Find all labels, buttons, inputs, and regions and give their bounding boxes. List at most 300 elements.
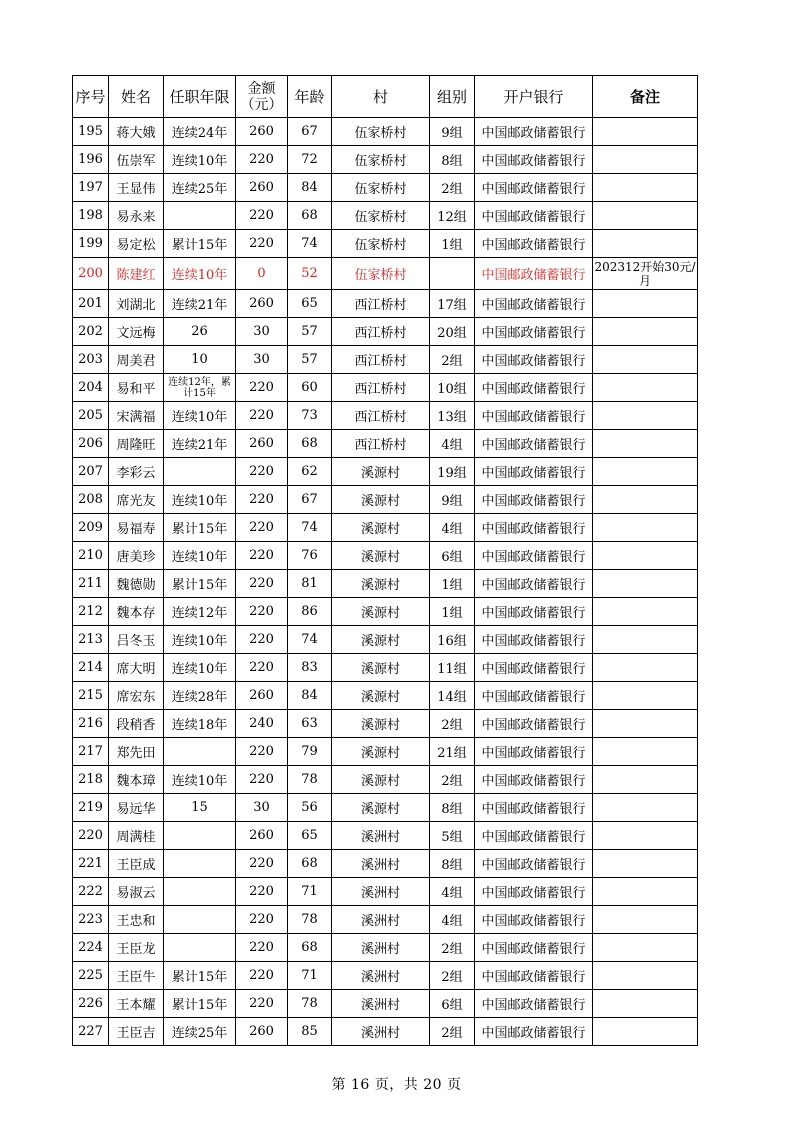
cell-village: 溪洲村 [332, 962, 430, 990]
cell-village: 伍家桥村 [332, 118, 430, 146]
cell-tenure: 连续10年 [164, 542, 236, 570]
cell-age: 67 [288, 486, 332, 514]
cell-note [593, 458, 698, 486]
cell-name: 王臣吉 [109, 1018, 164, 1046]
cell-age: 68 [288, 430, 332, 458]
cell-note [593, 934, 698, 962]
cell-group: 12组 [430, 202, 475, 230]
cell-group: 2组 [430, 1018, 475, 1046]
cell-bank: 中国邮政储蓄银行 [475, 850, 593, 878]
table-row [73, 174, 698, 202]
cell-age: 84 [288, 682, 332, 710]
cell-age: 68 [288, 850, 332, 878]
cell-group: 2组 [430, 934, 475, 962]
table-row [73, 1018, 698, 1046]
cell-amount: 220 [236, 570, 288, 598]
cell-amount: 30 [236, 794, 288, 822]
cell-bank: 中国邮政储蓄银行 [475, 542, 593, 570]
cell-tenure: 连续24年 [164, 118, 236, 146]
cell-seq: 220 [73, 822, 109, 850]
cell-tenure: 累计15年 [164, 230, 236, 258]
cell-seq: 223 [73, 906, 109, 934]
cell-village: 西江桥村 [332, 374, 430, 402]
cell-seq: 203 [73, 346, 109, 374]
cell-note [593, 402, 698, 430]
cell-group: 17组 [430, 290, 475, 318]
cell-note [593, 174, 698, 202]
table-row [73, 118, 698, 146]
cell-amount: 220 [236, 626, 288, 654]
cell-note [593, 766, 698, 794]
cell-age: 84 [288, 174, 332, 202]
header-tenure: 任职年限 [164, 76, 236, 118]
cell-amount: 260 [236, 290, 288, 318]
table-row [73, 402, 698, 430]
cell-seq: 196 [73, 146, 109, 174]
cell-note [593, 598, 698, 626]
cell-note [593, 710, 698, 738]
table-row [73, 626, 698, 654]
table-row [73, 682, 698, 710]
cell-name: 蒋大娥 [109, 118, 164, 146]
cell-bank: 中国邮政储蓄银行 [475, 486, 593, 514]
cell-note [593, 738, 698, 766]
cell-tenure: 连续10年 [164, 146, 236, 174]
cell-bank: 中国邮政储蓄银行 [475, 202, 593, 230]
cell-tenure: 连续18年 [164, 710, 236, 738]
header-amount [236, 76, 288, 118]
cell-bank: 中国邮政储蓄银行 [475, 682, 593, 710]
cell-seq: 201 [73, 290, 109, 318]
cell-amount: 220 [236, 850, 288, 878]
cell-bank: 中国邮政储蓄银行 [475, 654, 593, 682]
cell-tenure: 连续10年 [164, 402, 236, 430]
cell-note [593, 626, 698, 654]
cell-age: 68 [288, 202, 332, 230]
cell-village: 溪洲村 [332, 990, 430, 1018]
cell-group: 11组 [430, 654, 475, 682]
cell-note [593, 514, 698, 542]
cell-age: 65 [288, 290, 332, 318]
cell-amount: 220 [236, 906, 288, 934]
cell-seq: 198 [73, 202, 109, 230]
cell-age: 78 [288, 990, 332, 1018]
cell-amount: 220 [236, 202, 288, 230]
cell-seq: 204 [73, 374, 109, 402]
table-row [73, 990, 698, 1018]
cell-seq: 215 [73, 682, 109, 710]
cell-bank: 中国邮政储蓄银行 [475, 258, 593, 290]
cell-bank: 中国邮政储蓄银行 [475, 430, 593, 458]
cell-age: 78 [288, 766, 332, 794]
cell-note [593, 346, 698, 374]
cell-amount: 220 [236, 374, 288, 402]
cell-group: 6组 [430, 542, 475, 570]
cell-age: 72 [288, 146, 332, 174]
cell-group: 10组 [430, 374, 475, 402]
cell-tenure: 累计15年 [164, 990, 236, 1018]
cell-note [593, 118, 698, 146]
table-row [73, 934, 698, 962]
cell-group: 4组 [430, 878, 475, 906]
cell-village: 伍家桥村 [332, 258, 430, 290]
cell-village: 伍家桥村 [332, 174, 430, 202]
cell-seq: 213 [73, 626, 109, 654]
cell-seq: 227 [73, 1018, 109, 1046]
table-row [73, 430, 698, 458]
cell-village: 溪洲村 [332, 934, 430, 962]
cell-tenure: 连续10年 [164, 258, 236, 290]
cell-village: 伍家桥村 [332, 146, 430, 174]
cell-note [593, 318, 698, 346]
cell-village: 溪源村 [332, 486, 430, 514]
table-row [73, 258, 698, 290]
header-note: 备注 [593, 76, 698, 118]
cell-seq: 199 [73, 230, 109, 258]
cell-group: 19组 [430, 458, 475, 486]
table-row [73, 962, 698, 990]
header-village: 村 [332, 76, 430, 118]
cell-seq: 226 [73, 990, 109, 1018]
cell-bank: 中国邮政储蓄银行 [475, 878, 593, 906]
cell-village: 溪源村 [332, 710, 430, 738]
cell-seq: 218 [73, 766, 109, 794]
cell-name: 刘湖北 [109, 290, 164, 318]
cell-seq: 205 [73, 402, 109, 430]
cell-tenure: 连续10年 [164, 486, 236, 514]
cell-group: 2组 [430, 962, 475, 990]
cell-name: 王臣牛 [109, 962, 164, 990]
cell-age: 76 [288, 542, 332, 570]
table-row [73, 290, 698, 318]
cell-group: 4组 [430, 514, 475, 542]
cell-amount: 220 [236, 738, 288, 766]
cell-tenure: 连续28年 [164, 682, 236, 710]
cell-bank: 中国邮政储蓄银行 [475, 346, 593, 374]
cell-bank: 中国邮政储蓄银行 [475, 402, 593, 430]
cell-name: 易远华 [109, 794, 164, 822]
cell-group: 9组 [430, 486, 475, 514]
cell-village: 西江桥村 [332, 290, 430, 318]
cell-tenure: 连续21年 [164, 430, 236, 458]
cell-amount: 240 [236, 710, 288, 738]
cell-amount: 220 [236, 230, 288, 258]
cell-seq: 200 [73, 258, 109, 290]
cell-age: 52 [288, 258, 332, 290]
cell-village: 伍家桥村 [332, 202, 430, 230]
cell-name: 易定松 [109, 230, 164, 258]
cell-note [593, 202, 698, 230]
cell-group: 4组 [430, 906, 475, 934]
cell-note [593, 290, 698, 318]
cell-age: 56 [288, 794, 332, 822]
table-row [73, 458, 698, 486]
table-row [73, 710, 698, 738]
cell-seq: 214 [73, 654, 109, 682]
cell-age: 71 [288, 878, 332, 906]
cell-village: 西江桥村 [332, 402, 430, 430]
cell-amount: 220 [236, 402, 288, 430]
cell-note [593, 794, 698, 822]
cell-name: 吕冬玉 [109, 626, 164, 654]
cell-group: 21组 [430, 738, 475, 766]
cell-name: 周隆旺 [109, 430, 164, 458]
table-row [73, 850, 698, 878]
cell-age: 68 [288, 934, 332, 962]
cell-name: 席宏东 [109, 682, 164, 710]
table-row [73, 318, 698, 346]
cell-name: 魏本璋 [109, 766, 164, 794]
cell-village: 溪源村 [332, 738, 430, 766]
cell-name: 魏德勋 [109, 570, 164, 598]
cell-tenure: 连续12年 [164, 598, 236, 626]
table-row [73, 738, 698, 766]
cell-bank: 中国邮政储蓄银行 [475, 962, 593, 990]
table-row [73, 766, 698, 794]
cell-seq: 222 [73, 878, 109, 906]
cell-tenure [164, 878, 236, 906]
cell-tenure: 累计15年 [164, 514, 236, 542]
cell-name: 王臣龙 [109, 934, 164, 962]
cell-amount: 220 [236, 458, 288, 486]
cell-note [593, 430, 698, 458]
table-row [73, 598, 698, 626]
cell-name: 宋满福 [109, 402, 164, 430]
cell-amount: 220 [236, 486, 288, 514]
cell-village: 溪洲村 [332, 1018, 430, 1046]
cell-group: 1组 [430, 598, 475, 626]
cell-note [593, 990, 698, 1018]
cell-group: 14组 [430, 682, 475, 710]
cell-name: 魏本存 [109, 598, 164, 626]
cell-group: 4组 [430, 430, 475, 458]
cell-tenure: 15 [164, 794, 236, 822]
cell-age: 71 [288, 962, 332, 990]
cell-age: 62 [288, 458, 332, 486]
cell-name: 李彩云 [109, 458, 164, 486]
cell-bank: 中国邮政储蓄银行 [475, 766, 593, 794]
cell-name: 席大明 [109, 654, 164, 682]
cell-village: 溪源村 [332, 598, 430, 626]
cell-seq: 209 [73, 514, 109, 542]
cell-village: 西江桥村 [332, 346, 430, 374]
cell-village: 溪源村 [332, 766, 430, 794]
cell-bank: 中国邮政储蓄银行 [475, 570, 593, 598]
cell-village: 溪源村 [332, 654, 430, 682]
cell-name: 周满桂 [109, 822, 164, 850]
cell-tenure [164, 822, 236, 850]
cell-note [593, 486, 698, 514]
table-row [73, 794, 698, 822]
cell-village: 溪源村 [332, 514, 430, 542]
cell-name: 王臣成 [109, 850, 164, 878]
cell-age: 81 [288, 570, 332, 598]
cell-tenure: 连续10年 [164, 766, 236, 794]
cell-seq: 219 [73, 794, 109, 822]
table-row [73, 202, 698, 230]
cell-tenure: 累计15年 [164, 570, 236, 598]
cell-group: 20组 [430, 318, 475, 346]
cell-tenure: 10 [164, 346, 236, 374]
cell-group: 1组 [430, 570, 475, 598]
cell-name: 王显伟 [109, 174, 164, 202]
cell-age: 83 [288, 654, 332, 682]
cell-seq: 197 [73, 174, 109, 202]
cell-tenure [164, 738, 236, 766]
cell-age: 74 [288, 514, 332, 542]
cell-note [593, 230, 698, 258]
table-row [73, 878, 698, 906]
cell-village: 溪洲村 [332, 878, 430, 906]
records-table [72, 75, 698, 1046]
cell-group: 5组 [430, 822, 475, 850]
header-group: 组别 [430, 76, 475, 118]
cell-seq: 207 [73, 458, 109, 486]
cell-seq: 206 [73, 430, 109, 458]
cell-tenure: 连续25年 [164, 1018, 236, 1046]
header-name: 姓名 [109, 76, 164, 118]
cell-tenure: 连续21年 [164, 290, 236, 318]
cell-bank: 中国邮政储蓄银行 [475, 118, 593, 146]
cell-group: 8组 [430, 850, 475, 878]
cell-amount: 220 [236, 962, 288, 990]
cell-group: 2组 [430, 346, 475, 374]
cell-name: 周美君 [109, 346, 164, 374]
cell-bank: 中国邮政储蓄银行 [475, 738, 593, 766]
cell-name: 郑先田 [109, 738, 164, 766]
cell-tenure: 26 [164, 318, 236, 346]
table-row [73, 654, 698, 682]
cell-note [593, 654, 698, 682]
cell-bank: 中国邮政储蓄银行 [475, 626, 593, 654]
cell-village: 溪源村 [332, 542, 430, 570]
cell-note [593, 822, 698, 850]
cell-age: 74 [288, 626, 332, 654]
cell-age: 78 [288, 906, 332, 934]
cell-amount: 260 [236, 822, 288, 850]
cell-tenure: 连续10年 [164, 654, 236, 682]
cell-name: 伍崇军 [109, 146, 164, 174]
table-row [73, 822, 698, 850]
cell-group: 13组 [430, 402, 475, 430]
cell-note: 202312开始30元/月 [594, 259, 696, 288]
cell-bank: 中国邮政储蓄银行 [475, 794, 593, 822]
cell-amount: 220 [236, 878, 288, 906]
cell-seq: 210 [73, 542, 109, 570]
cell-age: 86 [288, 598, 332, 626]
cell-note [593, 878, 698, 906]
table-row [73, 906, 698, 934]
cell-bank: 中国邮政储蓄银行 [475, 290, 593, 318]
cell-group: 6组 [430, 990, 475, 1018]
cell-note [593, 374, 698, 402]
cell-bank: 中国邮政储蓄银行 [475, 598, 593, 626]
header-row [73, 76, 698, 118]
cell-amount: 260 [236, 430, 288, 458]
cell-village: 溪源村 [332, 458, 430, 486]
header-amount-line1: 金额 [247, 80, 276, 97]
cell-seq: 216 [73, 710, 109, 738]
cell-note [593, 962, 698, 990]
cell-bank: 中国邮政储蓄银行 [475, 822, 593, 850]
cell-name: 文远梅 [109, 318, 164, 346]
table-row [73, 346, 698, 374]
table-body [73, 118, 698, 1046]
cell-age: 73 [288, 402, 332, 430]
cell-note [593, 906, 698, 934]
cell-amount: 220 [236, 990, 288, 1018]
cell-group: 1组 [430, 230, 475, 258]
header-bank: 开户银行 [475, 76, 593, 118]
cell-tenure [164, 458, 236, 486]
cell-amount: 260 [236, 1018, 288, 1046]
cell-seq: 211 [73, 570, 109, 598]
cell-tenure [164, 906, 236, 934]
cell-note [593, 542, 698, 570]
cell-amount: 260 [236, 118, 288, 146]
cell-name: 段稍香 [109, 710, 164, 738]
cell-amount: 220 [236, 934, 288, 962]
cell-group: 9组 [430, 118, 475, 146]
cell-bank: 中国邮政储蓄银行 [475, 174, 593, 202]
cell-age: 85 [288, 1018, 332, 1046]
cell-tenure: 累计15年 [164, 962, 236, 990]
page-footer: 第 16 页，共 20 页 [331, 1077, 462, 1093]
cell-tenure [164, 850, 236, 878]
cell-bank: 中国邮政储蓄银行 [475, 146, 593, 174]
cell-village: 溪源村 [332, 570, 430, 598]
cell-name: 席光友 [109, 486, 164, 514]
cell-name: 易福寿 [109, 514, 164, 542]
cell-bank: 中国邮政储蓄银行 [475, 1018, 593, 1046]
cell-amount: 220 [236, 766, 288, 794]
cell-village: 溪源村 [332, 682, 430, 710]
cell-seq: 202 [73, 318, 109, 346]
cell-age: 79 [288, 738, 332, 766]
cell-name: 王忠和 [109, 906, 164, 934]
cell-name: 陈建红 [109, 258, 164, 290]
cell-amount: 220 [236, 598, 288, 626]
cell-amount: 0 [236, 258, 288, 290]
cell-name: 易和平 [109, 374, 164, 402]
cell-tenure: 连续12年，累计15年 [164, 374, 236, 402]
cell-note [593, 570, 698, 598]
cell-amount: 30 [236, 346, 288, 374]
cell-group: 16组 [430, 626, 475, 654]
cell-tenure [164, 934, 236, 962]
cell-age: 65 [288, 822, 332, 850]
cell-group: 8组 [430, 794, 475, 822]
cell-bank: 中国邮政储蓄银行 [475, 990, 593, 1018]
cell-note [593, 682, 698, 710]
header-seq: 序号 [73, 76, 109, 118]
cell-age: 57 [288, 346, 332, 374]
cell-amount: 220 [236, 654, 288, 682]
cell-seq: 212 [73, 598, 109, 626]
cell-seq: 224 [73, 934, 109, 962]
cell-age: 74 [288, 230, 332, 258]
cell-name: 易永来 [109, 202, 164, 230]
cell-age: 60 [288, 374, 332, 402]
cell-group: 2组 [430, 766, 475, 794]
cell-tenure: 连续10年 [164, 626, 236, 654]
cell-name: 王本耀 [109, 990, 164, 1018]
cell-seq: 195 [73, 118, 109, 146]
cell-age: 67 [288, 118, 332, 146]
cell-amount: 220 [236, 542, 288, 570]
cell-amount: 220 [236, 146, 288, 174]
cell-bank: 中国邮政储蓄银行 [475, 318, 593, 346]
